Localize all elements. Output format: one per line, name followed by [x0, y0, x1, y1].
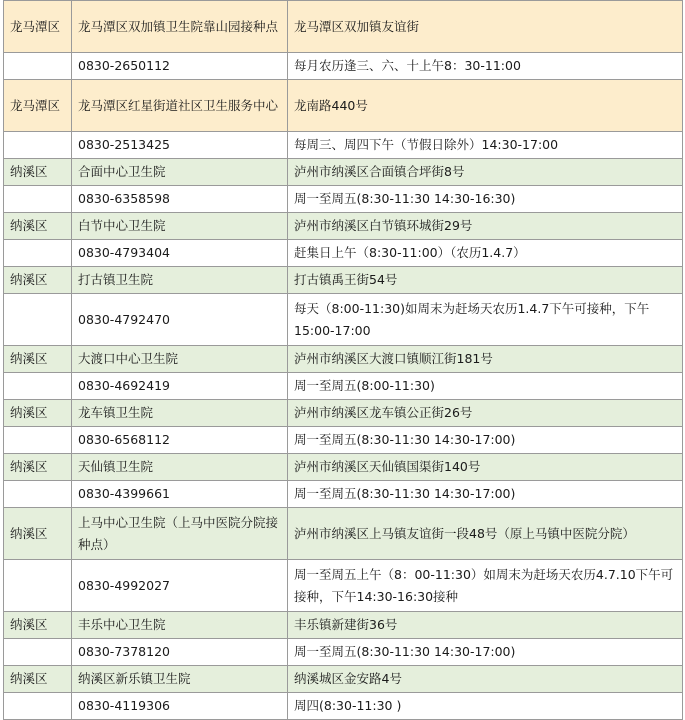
table-row	[4, 639, 683, 666]
table-row	[4, 666, 683, 693]
table-row	[4, 693, 683, 720]
hours-cell: 周一至周五(8:00-11:30)	[288, 373, 683, 400]
table-row	[4, 560, 683, 612]
table-row	[4, 53, 683, 80]
table-row	[4, 240, 683, 267]
site-name-cell: 龙马潭区双加镇卫生院靠山园接种点	[72, 1, 288, 53]
table-row	[4, 186, 683, 213]
address-cell: 纳溪城区金安路4号	[288, 666, 683, 693]
site-name-cell: 合面中心卫生院	[72, 159, 288, 186]
empty-cell	[4, 427, 72, 454]
site-name-cell: 打古镇卫生院	[72, 267, 288, 294]
table-row	[4, 612, 683, 639]
empty-cell	[4, 639, 72, 666]
hours-cell: 周一至周五(8:30-11:30 14:30-17:00)	[288, 639, 683, 666]
phone-cell: 0830-4992027	[72, 560, 288, 612]
address-cell: 龙马潭区双加镇友谊街	[288, 1, 683, 53]
hours-cell: 周一至周五(8:30-11:30 14:30-17:00)	[288, 427, 683, 454]
empty-cell	[4, 560, 72, 612]
district-cell: 纳溪区	[4, 267, 72, 294]
table-row	[4, 294, 683, 346]
district-cell: 纳溪区	[4, 346, 72, 373]
table-row	[4, 80, 683, 132]
district-cell: 纳溪区	[4, 666, 72, 693]
site-name-cell: 大渡口中心卫生院	[72, 346, 288, 373]
table-row	[4, 373, 683, 400]
table-row	[4, 427, 683, 454]
site-name-cell: 上马中心卫生院（上马中医院分院接种点）	[72, 508, 288, 560]
empty-cell	[4, 481, 72, 508]
hours-cell: 周一至周五上午（8：00-11:30）如周末为赶场天农历4.7.10下午可接种，下午14:30-16:30接种	[288, 560, 683, 612]
site-name-cell: 龙马潭区红星街道社区卫生服务中心	[72, 80, 288, 132]
hours-cell: 周四(8:30-11:30 )	[288, 693, 683, 720]
phone-cell: 0830-7378120	[72, 639, 288, 666]
site-name-cell: 白节中心卫生院	[72, 213, 288, 240]
empty-cell	[4, 240, 72, 267]
hours-cell: 每周三、周四下午（节假日除外）14:30-17:00	[288, 132, 683, 159]
phone-cell: 0830-6568112	[72, 427, 288, 454]
phone-cell: 0830-4793404	[72, 240, 288, 267]
phone-cell: 0830-6358598	[72, 186, 288, 213]
empty-cell	[4, 294, 72, 346]
table-row	[4, 213, 683, 240]
empty-cell	[4, 132, 72, 159]
empty-cell	[4, 186, 72, 213]
phone-cell: 0830-4792470	[72, 294, 288, 346]
address-cell: 泸州市纳溪区大渡口镇顺江街181号	[288, 346, 683, 373]
district-cell: 龙马潭区	[4, 1, 72, 53]
district-cell: 纳溪区	[4, 400, 72, 427]
address-cell: 泸州市纳溪区龙车镇公正街26号	[288, 400, 683, 427]
district-cell: 纳溪区	[4, 213, 72, 240]
table-row	[4, 346, 683, 373]
vaccination-sites-table	[3, 0, 683, 720]
table-row	[4, 400, 683, 427]
address-cell: 丰乐镇新建街36号	[288, 612, 683, 639]
table-row	[4, 481, 683, 508]
site-name-cell: 天仙镇卫生院	[72, 454, 288, 481]
empty-cell	[4, 53, 72, 80]
address-cell: 龙南路440号	[288, 80, 683, 132]
table-row	[4, 132, 683, 159]
phone-cell: 0830-4692419	[72, 373, 288, 400]
district-cell: 纳溪区	[4, 612, 72, 639]
hours-cell: 周一至周五(8:30-11:30 14:30-17:00)	[288, 481, 683, 508]
site-name-cell: 龙车镇卫生院	[72, 400, 288, 427]
phone-cell: 0830-4119306	[72, 693, 288, 720]
empty-cell	[4, 693, 72, 720]
address-cell: 打古镇禹王街54号	[288, 267, 683, 294]
site-name-cell: 丰乐中心卫生院	[72, 612, 288, 639]
address-cell: 泸州市纳溪区合面镇合坪街8号	[288, 159, 683, 186]
district-cell: 龙马潭区	[4, 80, 72, 132]
site-name-cell: 纳溪区新乐镇卫生院	[72, 666, 288, 693]
phone-cell: 0830-2513425	[72, 132, 288, 159]
table-row	[4, 508, 683, 560]
address-cell: 泸州市纳溪区天仙镇国渠街140号	[288, 454, 683, 481]
phone-cell: 0830-2650112	[72, 53, 288, 80]
table-row	[4, 267, 683, 294]
phone-cell: 0830-4399661	[72, 481, 288, 508]
table-row	[4, 1, 683, 53]
address-cell: 泸州市纳溪区白节镇环城街29号	[288, 213, 683, 240]
table-row	[4, 159, 683, 186]
table-row	[4, 454, 683, 481]
district-cell: 纳溪区	[4, 159, 72, 186]
hours-cell: 赶集日上午（8:30-11:00）（农历1.4.7）	[288, 240, 683, 267]
hours-cell: 周一至周五(8:30-11:30 14:30-16:30)	[288, 186, 683, 213]
hours-cell: 每天（8:00-11:30)如周末为赶场天农历1.4.7下午可接种，下午15:00-17:00	[288, 294, 683, 346]
address-cell: 泸州市纳溪区上马镇友谊街一段48号（原上马镇中医院分院）	[288, 508, 683, 560]
empty-cell	[4, 373, 72, 400]
district-cell: 纳溪区	[4, 454, 72, 481]
hours-cell: 每月农历逢三、六、十上午8：30-11:00	[288, 53, 683, 80]
district-cell: 纳溪区	[4, 508, 72, 560]
